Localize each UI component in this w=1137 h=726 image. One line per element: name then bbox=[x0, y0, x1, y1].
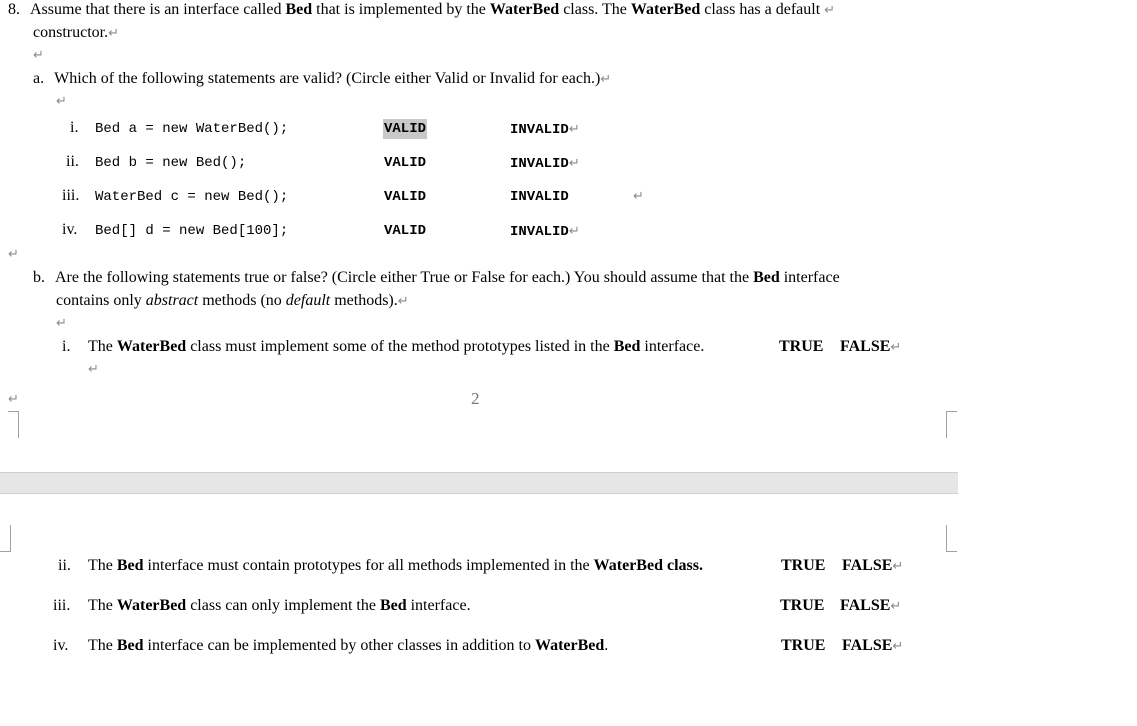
valid-option-selected[interactable]: VALID bbox=[384, 121, 427, 137]
valid-option[interactable]: VALID bbox=[384, 189, 427, 205]
paragraph-mark-icon: ↵ bbox=[397, 294, 409, 309]
code-statement: Bed b = new Bed(); bbox=[95, 155, 247, 171]
paragraph-mark-icon: ↵ bbox=[892, 639, 904, 654]
invalid-option[interactable]: INVALID bbox=[510, 156, 569, 172]
page-corner-marker bbox=[946, 411, 957, 438]
item-num: iii. bbox=[53, 597, 71, 614]
paragraph-mark-icon: ↵ bbox=[33, 48, 44, 63]
invalid-option[interactable]: INVALID bbox=[510, 224, 569, 240]
paragraph-mark-icon: ↵ bbox=[568, 224, 580, 239]
true-option[interactable]: TRUE bbox=[781, 557, 826, 574]
page-number: 2 bbox=[471, 389, 480, 408]
part-b-line2: contains only abstract methods (no default methods).↵ bbox=[56, 292, 409, 309]
paragraph-mark-icon: ↵ bbox=[8, 247, 19, 262]
page-corner-marker bbox=[946, 525, 957, 552]
paragraph-mark-icon: ↵ bbox=[8, 392, 19, 407]
false-option[interactable]: FALSE bbox=[842, 557, 893, 574]
row-num: i. bbox=[70, 119, 79, 136]
true-option[interactable]: TRUE bbox=[781, 637, 826, 654]
item-num: i. bbox=[62, 338, 71, 355]
question-8-line2: constructor.↵ bbox=[33, 24, 119, 41]
valid-option[interactable]: VALID bbox=[384, 155, 427, 171]
item-num: iv. bbox=[53, 637, 69, 654]
code-statement: Bed[] d = new Bed[100]; bbox=[95, 223, 289, 239]
part-b-line1: b. Are the following statements true or false? (Circle either True or False for each.) You should assume that the Bed interface bbox=[33, 269, 840, 286]
statement-text: The Bed interface must contain prototypes for all methods implemented in the WaterBed class. bbox=[88, 557, 703, 574]
row-num: ii. bbox=[66, 153, 79, 170]
valid-option[interactable]: VALID bbox=[384, 223, 427, 239]
row-num: iv. bbox=[62, 221, 78, 238]
page-corner-marker bbox=[8, 411, 19, 438]
paragraph-mark-icon: ↵ bbox=[568, 122, 580, 137]
page-corner-marker bbox=[0, 525, 11, 552]
paragraph-mark-icon: ↵ bbox=[890, 599, 902, 614]
invalid-option[interactable]: INVALID bbox=[510, 189, 569, 205]
code-statement: WaterBed c = new Bed(); bbox=[95, 189, 289, 205]
item-num: ii. bbox=[58, 557, 71, 574]
paragraph-mark-icon: ↵ bbox=[108, 26, 119, 41]
invalid-option[interactable]: INVALID bbox=[510, 122, 569, 138]
paragraph-mark-icon: ↵ bbox=[600, 72, 612, 87]
true-option[interactable]: TRUE bbox=[780, 597, 825, 614]
page-gap bbox=[0, 472, 958, 494]
question-number: 8. bbox=[8, 1, 20, 18]
paragraph-mark-icon: ↵ bbox=[56, 316, 67, 331]
part-a-prompt: a. Which of the following statements are valid? (Circle either Valid or Invalid for each.)↵ bbox=[33, 70, 612, 87]
paragraph-mark-icon: ↵ bbox=[633, 189, 644, 204]
paragraph-mark-icon: ↵ bbox=[568, 156, 580, 171]
paragraph-mark-icon: ↵ bbox=[88, 362, 99, 377]
paragraph-mark-icon: ↵ bbox=[892, 559, 904, 574]
false-option[interactable]: FALSE bbox=[840, 597, 891, 614]
paragraph-mark-icon: ↵ bbox=[56, 94, 67, 109]
statement-text: The WaterBed class must implement some of the method prototypes listed in the Bed interface. bbox=[88, 338, 705, 355]
true-option[interactable]: TRUE bbox=[779, 338, 824, 355]
question-8-line1: 8. Assume that there is an interface called Bed that is implemented by the WaterBed class. The WaterBed class has a default ↵ bbox=[8, 1, 836, 18]
false-option[interactable]: FALSE bbox=[840, 338, 891, 355]
false-option[interactable]: FALSE bbox=[842, 637, 893, 654]
statement-text: The WaterBed class can only implement the Bed interface. bbox=[88, 597, 471, 614]
paragraph-mark-icon: ↵ bbox=[890, 340, 902, 355]
row-num: iii. bbox=[62, 187, 80, 204]
code-statement: Bed a = new WaterBed(); bbox=[95, 121, 289, 137]
statement-text: The Bed interface can be implemented by other classes in addition to WaterBed. bbox=[88, 637, 609, 654]
paragraph-mark-icon: ↵ bbox=[824, 3, 836, 18]
